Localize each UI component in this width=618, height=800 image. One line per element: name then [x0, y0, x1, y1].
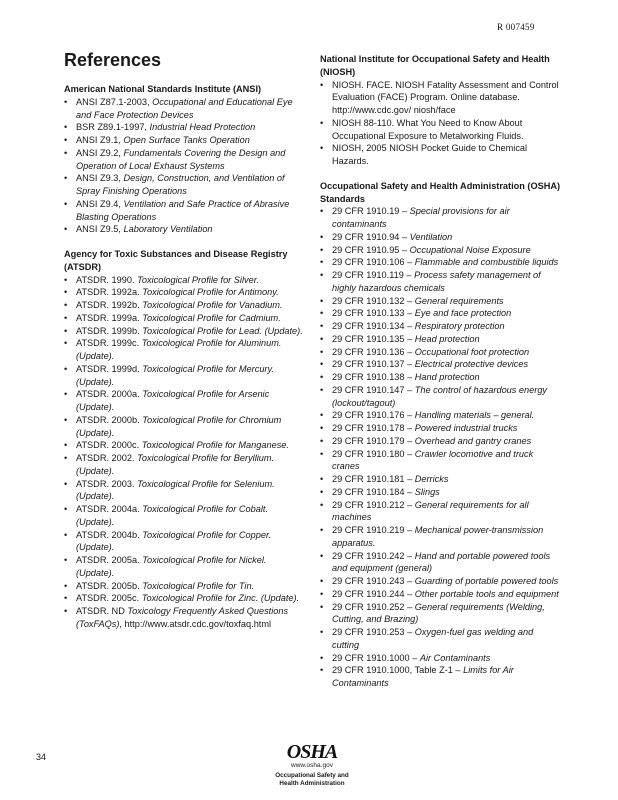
reference-plain-text: 29 CFR 1910.1000, Table Z-1 – — [332, 665, 464, 676]
reference-item — [320, 244, 562, 257]
osha-logo — [262, 742, 362, 787]
reference-plain-text: NIOSH 88-110. What You Need to Know About Occupational Exposure to Metalworking Fluids. — [332, 117, 524, 141]
reference-plain-text: 29 CFR 1910.132 – — [332, 295, 415, 306]
reference-plain-text: ATSDR. 2005a. — [76, 555, 143, 565]
reference-italic-text: Toxicological Profile for Nickel. (Update). — [76, 555, 267, 578]
reference-italic-text: Toxicological Profile for Arsenic (Update). — [76, 389, 270, 412]
reference-italic-text: Toxicological Profile for Antimony. — [142, 287, 279, 298]
reference-plain-text: 29 CFR 1910.134 – — [332, 321, 415, 331]
reference-plain-text: 29 CFR 1910.147 – — [332, 384, 415, 395]
reference-plain-text: NIOSH, 2005 NIOSH Pocket Guide to Chemical Hazards. — [332, 143, 528, 166]
reference-plain-text: 29 CFR 1910.180 – — [332, 448, 415, 459]
reference-item — [320, 231, 562, 244]
reference-item — [320, 588, 562, 601]
reference-plain-text: ATSDR. 2003. — [76, 478, 138, 489]
reference-italic-text: Hand and portable powered tools and equipment (general) — [332, 550, 551, 574]
reference-plain-text: ANSI Z9.3, — [76, 173, 124, 184]
page-number: 34 — [36, 752, 47, 762]
reference-item — [320, 142, 562, 168]
reference-list — [320, 205, 562, 690]
reference-item — [64, 605, 307, 631]
osha-org-line2: Health Administration — [279, 779, 345, 787]
reference-plain-text: ATSDR. 1999b. — [76, 325, 143, 336]
reference-plain-text: 29 CFR 1910.252 – — [332, 601, 415, 612]
reference-section — [64, 83, 307, 236]
reference-italic-text: Occupational foot protection — [414, 346, 530, 357]
reference-section — [320, 53, 562, 168]
reference-item — [64, 580, 307, 593]
reference-item — [64, 312, 307, 325]
reference-plain-text: 29 CFR 1910.181 – — [332, 474, 415, 484]
reference-italic-text: Toxicology Frequently Asked Questions (ToxFAQs) — [76, 606, 289, 629]
reference-item — [320, 307, 562, 320]
reference-item — [320, 422, 562, 435]
reference-italic-text: Slings — [414, 486, 440, 497]
reference-item — [320, 435, 562, 448]
reference-plain-text: ATSDR. 2004a. — [76, 504, 143, 514]
reference-plain-text: 29 CFR 1910.138 – — [332, 372, 415, 382]
reference-plain-text: 29 CFR 1910.178 – — [332, 423, 415, 433]
reference-tail-text: , http://www.atsdr.cdc.gov/toxfaq.html — [119, 618, 272, 629]
reference-plain-text: 29 CFR 1910.95 – — [332, 244, 410, 255]
reference-italic-text: Toxicological Profile for Chromium (Update). — [76, 414, 282, 438]
reference-item — [320, 601, 562, 627]
reference-plain-text: ANSI Z9.2, — [76, 147, 124, 158]
reference-italic-text: Laboratory Ventilation — [123, 224, 213, 235]
reference-item — [320, 524, 562, 550]
reference-item — [64, 121, 307, 134]
reference-plain-text: 29 CFR 1910.242 – — [332, 550, 415, 561]
reference-italic-text: Hand protection — [414, 372, 480, 382]
reference-plain-text: 29 CFR 1910.106 – — [332, 257, 415, 268]
reference-plain-text: ANSI Z9.5, — [76, 224, 124, 235]
reference-item — [320, 256, 562, 269]
reference-italic-text: Occupational Noise Exposure — [409, 244, 531, 255]
reference-italic-text: Guarding of portable powered tools — [414, 576, 559, 586]
reference-italic-text: Occupational and Educational Eye and Face Protection Devices — [76, 96, 293, 120]
reference-plain-text: ATSDR. 2004b. — [76, 529, 143, 540]
reference-italic-text: Derricks — [414, 474, 449, 484]
reference-plain-text: 29 CFR 1910.179 – — [332, 435, 415, 446]
reference-item — [64, 198, 307, 224]
reference-plain-text: ATSDR. 2005c. — [76, 593, 142, 604]
reference-italic-text: Overhead and gantry cranes — [414, 435, 532, 446]
reference-item — [320, 295, 562, 308]
reference-italic-text: Flammable and combustible liquids — [414, 257, 559, 268]
reference-item — [320, 320, 562, 333]
reference-italic-text: Toxicological Profile for Cobalt. (Update). — [76, 504, 269, 527]
reference-italic-text: Respiratory protection — [414, 321, 505, 331]
reference-item — [320, 371, 562, 384]
reference-item — [64, 503, 307, 529]
reference-item — [320, 205, 562, 231]
section-heading: Agency for Toxic Substances and Disease Registry (ATSDR) — [64, 249, 288, 272]
reference-italic-text: General requirements (Welding, Cutting, and Brazing) — [332, 601, 545, 625]
reference-plain-text: ATSDR. 1992a. — [76, 287, 143, 298]
section-heading: Occupational Safety and Health Administration (OSHA) Standards — [320, 180, 561, 204]
reference-plain-text: 29 CFR 1910.19 – — [332, 206, 410, 217]
reference-item — [64, 274, 307, 287]
section-heading: National Institute for Occupational Safety and Health (NIOSH) — [320, 54, 550, 77]
document-id: R 007459 — [497, 22, 535, 32]
reference-italic-text: Industrial Head Protection — [149, 122, 256, 133]
reference-item — [64, 325, 307, 338]
reference-italic-text: Mechanical power-transmission apparatus. — [332, 525, 544, 548]
reference-item — [320, 409, 562, 422]
reference-item — [64, 388, 307, 414]
reference-italic-text: General requirements — [414, 295, 504, 306]
reference-italic-text: Ventilation — [409, 231, 453, 242]
reference-plain-text: NIOSH. FACE. NIOSH Fatality Assessment and Control Evaluation (FACE) Program. Online database. http://www.cdc.gov/ niosh/face — [332, 79, 559, 115]
reference-italic-text: General requirements for all machines — [332, 499, 529, 523]
osha-logo-mark: OSHA — [286, 741, 338, 763]
reference-item — [320, 664, 562, 690]
reference-plain-text: 29 CFR 1910.137 – — [332, 359, 415, 370]
reference-italic-text: Open Surface Tanks Operation — [123, 135, 250, 145]
reference-italic-text: Air Contaminants — [419, 652, 491, 663]
reference-plain-text: 29 CFR 1910.135 – — [332, 333, 415, 344]
reference-italic-text: Design, Construction, and Ventilation of Spray Finishing Operations — [76, 173, 285, 196]
reference-italic-text: Toxicological Profile for Vanadium. — [142, 300, 283, 310]
right-column — [320, 53, 562, 702]
reference-plain-text: ATSDR. 1992b. — [76, 300, 143, 310]
reference-item — [64, 452, 307, 478]
reference-italic-text: Toxicological Profile for Silver. — [137, 274, 259, 285]
reference-plain-text: ATSDR. 1999d. — [76, 363, 143, 374]
reference-item — [320, 117, 562, 143]
reference-plain-text: ANSI Z9.4, — [76, 198, 124, 209]
reference-italic-text: Fundamentals Covering the Design and Operation of Local Exhaust Systems — [76, 147, 286, 171]
reference-plain-text: 29 CFR 1910.119 – — [332, 270, 415, 280]
reference-plain-text: ATSDR. 2002. — [76, 453, 138, 463]
reference-plain-text: ANSI Z87.1-2003, — [76, 96, 153, 107]
reference-plain-text: ATSDR. 1999a. — [76, 312, 143, 323]
osha-logo-url: www.osha.gov — [291, 762, 333, 769]
reference-italic-text: Oxygen-fuel gas welding and cutting — [332, 627, 534, 650]
reference-plain-text: 29 CFR 1910.133 – — [332, 308, 415, 319]
reference-italic-text: Toxicological Profile for Beryllium. (Update). — [76, 453, 275, 476]
reference-item — [64, 554, 307, 580]
reference-item — [64, 223, 307, 236]
reference-section — [320, 180, 562, 690]
reference-item — [320, 626, 562, 652]
reference-italic-text: Other portable tools and equipment — [414, 588, 559, 599]
reference-item — [64, 172, 307, 198]
reference-item — [320, 269, 562, 295]
reference-italic-text: Eye and face protection — [414, 308, 512, 319]
reference-italic-text: Special provisions for air contaminants — [332, 206, 510, 229]
reference-plain-text: 29 CFR 1910.244 – — [332, 588, 415, 599]
reference-plain-text: 29 CFR 1910.212 – — [332, 499, 415, 510]
reference-item — [320, 652, 562, 665]
reference-italic-text: Toxicological Profile for Manganese. — [141, 440, 289, 451]
reference-plain-text: ATSDR. 2000c. — [76, 440, 142, 451]
reference-italic-text: Toxicological Profile for Selenium. (Update). — [76, 478, 275, 502]
reference-plain-text: ATSDR. 1999c. — [76, 338, 142, 349]
reference-item — [320, 384, 562, 410]
reference-italic-text: Handling materials – general. — [414, 410, 535, 421]
reference-italic-text: The control of hazardous energy (lockout/tagout) — [332, 384, 548, 408]
reference-italic-text: Toxicological Profile for Copper. (Update). — [76, 529, 272, 553]
reference-item — [320, 346, 562, 359]
reference-item — [64, 478, 307, 504]
reference-item — [320, 575, 562, 588]
reference-item — [64, 529, 307, 555]
reference-italic-text: Toxicological Profile for Cadmium. — [142, 312, 281, 323]
reference-plain-text: ATSDR. 2005b. — [76, 580, 143, 591]
left-column — [64, 83, 307, 643]
reference-item — [320, 499, 562, 525]
reference-italic-text: Limits for Air Contaminants — [332, 665, 514, 688]
reference-list — [64, 96, 307, 236]
reference-plain-text: 29 CFR 1910.184 – — [332, 486, 415, 497]
reference-plain-text: 29 CFR 1910.1000 – — [332, 652, 420, 663]
reference-item — [320, 550, 562, 576]
reference-item — [320, 448, 562, 474]
reference-italic-text: Ventilation and Safe Practice of Abrasive Blasting Operations — [76, 198, 290, 222]
reference-italic-text: Electrical protective devices — [414, 359, 529, 370]
reference-italic-text: Crawler locomotive and truck cranes — [332, 448, 534, 472]
reference-list — [64, 274, 307, 631]
reference-item — [64, 592, 307, 605]
reference-item — [64, 134, 307, 147]
reference-plain-text: ATSDR. 1990. — [76, 274, 138, 285]
reference-plain-text: ANSI Z9.1, — [76, 135, 124, 145]
reference-item — [320, 79, 562, 117]
reference-plain-text: ATSDR. ND — [76, 606, 128, 616]
reference-italic-text: Toxicological Profile for Aluminum. (Update). — [76, 338, 282, 361]
reference-item — [320, 358, 562, 371]
reference-item — [320, 486, 562, 499]
reference-item — [64, 299, 307, 312]
page-title: References — [64, 50, 162, 70]
reference-section — [64, 248, 307, 631]
reference-italic-text: Toxicological Profile for Zinc. (Update). — [141, 593, 300, 604]
reference-item — [64, 363, 307, 389]
reference-plain-text: ATSDR. 2000b. — [76, 414, 143, 425]
reference-plain-text: 29 CFR 1910.94 – — [332, 231, 410, 242]
reference-list — [320, 79, 562, 168]
reference-item — [64, 337, 307, 363]
section-heading: American National Standards Institute (ANSI) — [64, 84, 262, 94]
reference-item — [320, 333, 562, 346]
reference-item — [64, 286, 307, 299]
reference-italic-text: Toxicological Profile for Tin. — [142, 580, 255, 591]
reference-italic-text: Toxicological Profile for Mercury. (Update). — [76, 363, 274, 387]
reference-plain-text: 29 CFR 1910.176 – — [332, 410, 415, 421]
reference-plain-text: 29 CFR 1910.136 – — [332, 346, 415, 357]
reference-item — [64, 96, 307, 122]
reference-item — [64, 439, 307, 452]
osha-org-name — [262, 772, 362, 787]
reference-italic-text: Head protection — [414, 333, 480, 344]
reference-plain-text: 29 CFR 1910.243 – — [332, 576, 415, 586]
reference-plain-text: ATSDR. 2000a. — [76, 389, 143, 400]
osha-org-line1: Occupational Safety and — [275, 772, 349, 779]
reference-item — [320, 473, 562, 486]
reference-plain-text: BSR Z89.1-1997, — [76, 122, 150, 133]
reference-item — [64, 147, 307, 173]
reference-italic-text: Toxicological Profile for Lead. (Update). — [142, 325, 303, 336]
reference-italic-text: Powered industrial trucks — [414, 423, 518, 433]
reference-plain-text: 29 CFR 1910.253 – — [332, 627, 415, 637]
reference-plain-text: 29 CFR 1910.219 – — [332, 525, 415, 535]
reference-item — [64, 414, 307, 440]
reference-italic-text: Process safety management of highly hazardous chemicals — [332, 270, 541, 293]
